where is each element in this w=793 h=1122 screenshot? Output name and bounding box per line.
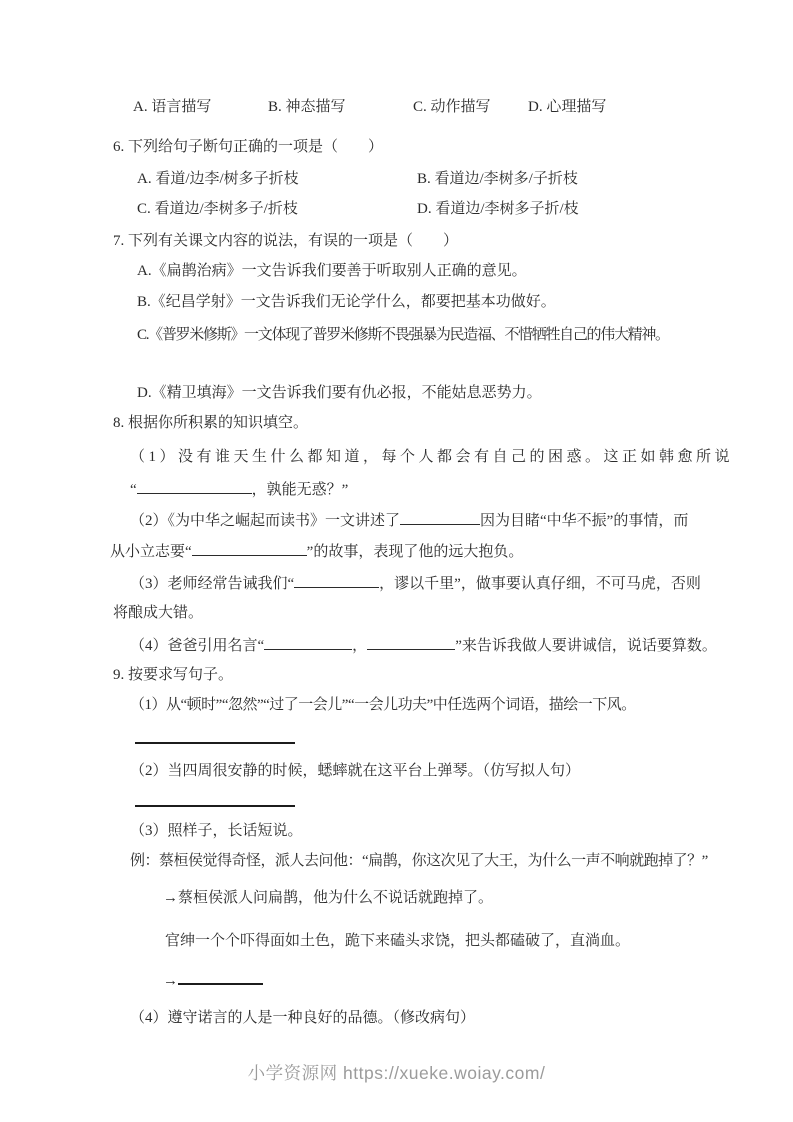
- q9-item2-answer-line: [135, 805, 295, 807]
- q6-option-b: B. 看道边/李树多/子折枝: [417, 171, 578, 187]
- q8-item4-line: [130, 634, 717, 656]
- q8-item2-tail2: ”的故事，表现了他的远大抱负。: [306, 544, 524, 560]
- q9-item4-line: （4）遵守诺言的人是一种良好的品德。（修改病句）: [130, 1010, 476, 1026]
- q8-item2-line1: [130, 509, 688, 531]
- q7-option-c: C.《普罗米修斯》一文体现了普罗米修斯不畏强暴为民造福、不惜牺牲自己的伟大精神。: [137, 327, 669, 343]
- q8-item2-line2: [110, 540, 523, 562]
- q7-option-b: B.《纪昌学射》一文告诉我们无论学什么，都要把基本功做好。: [137, 294, 556, 310]
- q8-item3-tail: ，谬以千里”，做事要认真仔细，不可马虎，否则: [379, 576, 701, 592]
- q9-stem: 9. 按要求写句子。: [113, 667, 234, 683]
- site-footer: 小学资源网 https://xueke.woiay.com/: [247, 1063, 546, 1083]
- q9-item3-arrow-icon: →: [163, 973, 178, 989]
- q8-item4-blank1: [264, 634, 352, 650]
- q9-item3-example: 例：蔡桓侯觉得奇怪，派人去问他：“扁鹊，你这次见了大王，为什么一声不响就跑掉了？”: [130, 853, 708, 869]
- q7-stem: 7. 下列有关课文内容的说法，有误的一项是（ ）: [113, 233, 459, 249]
- q6-option-c: C. 看道边/李树多子/折枝: [137, 201, 298, 217]
- q9-item1-line: （1）从“顿时”“忽然”“过了一会儿”“一会儿功夫”中任选两个词语，描绘一下风。: [130, 697, 636, 713]
- q8-item2-lead: （2）《为中华之崛起而读书》一文讲述了: [130, 513, 401, 529]
- q6-option-d: D. 看道边/李树多子折/枝: [417, 201, 579, 217]
- q9-item3-example-answer: →蔡桓侯派人问扁鹊，他为什么不说话就跑掉了。: [163, 890, 494, 906]
- q8-item3-lead: （3）老师经常告诫我们“: [130, 576, 295, 592]
- q9-item3-answer-blank: [178, 968, 263, 985]
- q8-item4-blank2: [367, 634, 455, 650]
- q8-item4-tail: ”来告诉我做人要讲诚信，说话要算数。: [455, 638, 717, 654]
- q5-option-b: B. 神态描写: [268, 99, 346, 115]
- q5-option-d: D. 心理描写: [528, 99, 607, 115]
- q8-item2-lead2: 从小立志要“: [110, 544, 192, 560]
- q9-item3-exercise: 官绅一个个吓得面如土色，跪下来磕头求饶，把头都磕破了，直淌血。: [165, 933, 631, 949]
- q8-item1-line2: [130, 478, 348, 500]
- q7-option-d: D.《精卫填海》一文告诉我们要有仇必报，不能姑息恶势力。: [137, 385, 542, 401]
- q8-item1-line1: （1）没有谁天生什么都知道，每个人都会有自己的困惑。这正如韩愈所说: [130, 449, 734, 465]
- q5-option-a: A. 语言描写: [133, 99, 212, 115]
- q8-item2-blank1: [400, 509, 480, 525]
- q8-stem: 8. 根据你所积累的知识填空。: [113, 415, 309, 431]
- q9-item3-title: （3）照样子，长话短说。: [130, 823, 303, 839]
- q6-option-a: A. 看道/边李/树多子折枝: [137, 171, 299, 187]
- q5-option-c: C. 动作描写: [413, 99, 491, 115]
- q8-item2-tail1: 因为目睹“中华不振”的事情，而: [480, 513, 689, 529]
- q9-item2-line: （2）当四周很安静的时候，蟋蟀就在这平台上弹琴。（仿写拟人句）: [130, 763, 581, 779]
- q6-stem: 6. 下列给句子断句正确的一项是（ ）: [113, 139, 384, 155]
- q7-option-a: A.《扁鹊治病》一文告诉我们要善于听取别人正确的意见。: [137, 263, 527, 279]
- q8-item1-tail: ，孰能无惑？”: [251, 482, 349, 498]
- q8-item3-line1: [130, 572, 701, 594]
- q8-item3-line2: 将酿成大错。: [113, 605, 204, 621]
- q8-item2-blank2: [192, 540, 307, 556]
- q8-item1-blank: [137, 478, 252, 494]
- q9-item1-answer-line: [135, 742, 295, 744]
- q8-item1-open-quote: “: [130, 482, 137, 498]
- q8-item4-lead: （4）爸爸引用名言“: [130, 638, 265, 654]
- q9-item3-answer: [163, 968, 263, 990]
- q8-item3-blank: [294, 572, 379, 588]
- q8-item4-comma: ，: [352, 638, 368, 654]
